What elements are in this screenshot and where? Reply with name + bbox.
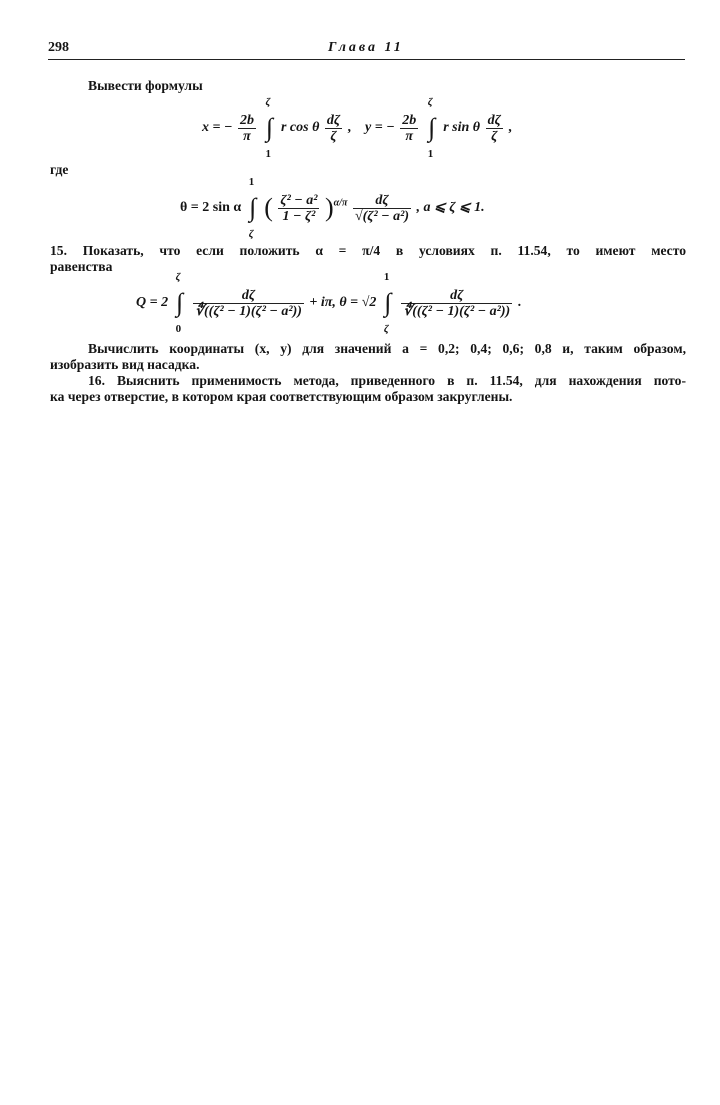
eq1-integral-y: ζ ∫ 1 <box>427 96 436 160</box>
problem-16-line-1: 16. Выяснить применимость метода, приведенного в п. 11.54, для нахождения пото- <box>88 373 686 388</box>
eq2-lhs: θ = 2 sin α <box>180 200 242 216</box>
problem-15-line-1: 15. Показать, что если положить α = π/4 в условиях п. 11.54, то имеют место <box>50 243 686 258</box>
eq2-integral: 1 ∫ ζ <box>248 176 257 240</box>
eq3-fraction-1: $\frac{d\zeta}{\text{∜((ζ² − 1)(ζ² − a²))}}$ <box>195 287 302 319</box>
eq2-d-fraction: $\frac{d\zeta}{\text{√(ζ² − a²)}}$ <box>354 192 409 224</box>
eq3-middle: + iπ, θ = √2 <box>309 295 377 311</box>
intro-text: Вывести формулы <box>88 78 203 93</box>
header-rule <box>48 59 685 60</box>
eq1-integral-x: ζ ∫ 1 <box>265 96 274 160</box>
eq2-power: α/π <box>333 197 348 209</box>
eq3-integral-1: ζ ∫ 0 <box>175 271 184 335</box>
eq3-fraction-2: $\frac{d\zeta}{\text{∜((ζ² − 1)(ζ² − a²))}}$ <box>403 287 511 319</box>
eq3-integral-2: 1 ∫ ζ <box>383 271 392 335</box>
equation-theta: θ = 2 sin α 1 ∫ ζ ( $\frac{\text{ζ² − a²}}{\text{1 − ζ²}}$ )$^{\alpha/\pi}$ $\frac{d\zeta}{\text{√(ζ² − a²)}}$ , a ⩽ ζ ⩽ 1. <box>180 176 485 240</box>
eq2-condition: , a ⩽ ζ ⩽ 1. <box>416 200 485 216</box>
equation-q-theta: Q = 2 ζ ∫ 0 $\frac{d\zeta}{\text{∜((ζ² − 1)(ζ² − a²))}}$ + iπ, θ = √2 1 ∫ ζ $\frac{d\zeta}{\text{∜((ζ² − 1)(ζ² − a²))}}$ . <box>136 271 522 335</box>
eq1-x-lhs: x = − <box>202 120 233 136</box>
eq1-dzeta-y: $\frac{d\zeta}{\zeta}$ <box>487 112 501 144</box>
problem-15-line-2: равенства <box>50 259 113 274</box>
page-header <box>48 36 685 60</box>
eq1-term-y: r sin θ <box>443 120 481 136</box>
eq1-y-lhs: y = − <box>365 120 395 136</box>
problem-15-task-line-1: Вычислить координаты (x, y) для значений a = 0,2; 0,4; 0,6; 0,8 и, таким образом, <box>88 341 686 356</box>
running-head: Глава 11 <box>328 40 404 55</box>
equation-xy: x = − $\frac{2b}{\pi}$ ζ ∫ 1 r cos θ $\frac{d\zeta}{\zeta}$ , y = − $\frac{2b}{\pi}$ ζ ∫ 1 r sin θ $\frac{d\zeta}{\zeta}$ , <box>202 96 512 160</box>
eq1-dzeta-x: $\frac{d\zeta}{\zeta}$ <box>326 112 341 144</box>
eq1-coef-fraction-y: $\frac{2b}{\pi}$ <box>402 112 417 144</box>
eq3-lhs: Q = 2 <box>136 295 169 311</box>
eq1-coef-fraction: $\frac{2b}{\pi}$ <box>239 112 254 144</box>
eq2-inner-fraction: $\frac{\text{ζ² − a²}}{\text{1 − ζ²}}$ <box>280 192 318 224</box>
problem-16-line-2: ка через отверстие, в котором края соответствующим образом закруглены. <box>50 389 513 404</box>
page-number: 298 <box>48 40 69 55</box>
eq1-term-x: r cos θ <box>280 120 320 136</box>
problem-15-task-line-2: изобразить вид насадка. <box>50 357 200 372</box>
where-text: где <box>50 162 69 177</box>
